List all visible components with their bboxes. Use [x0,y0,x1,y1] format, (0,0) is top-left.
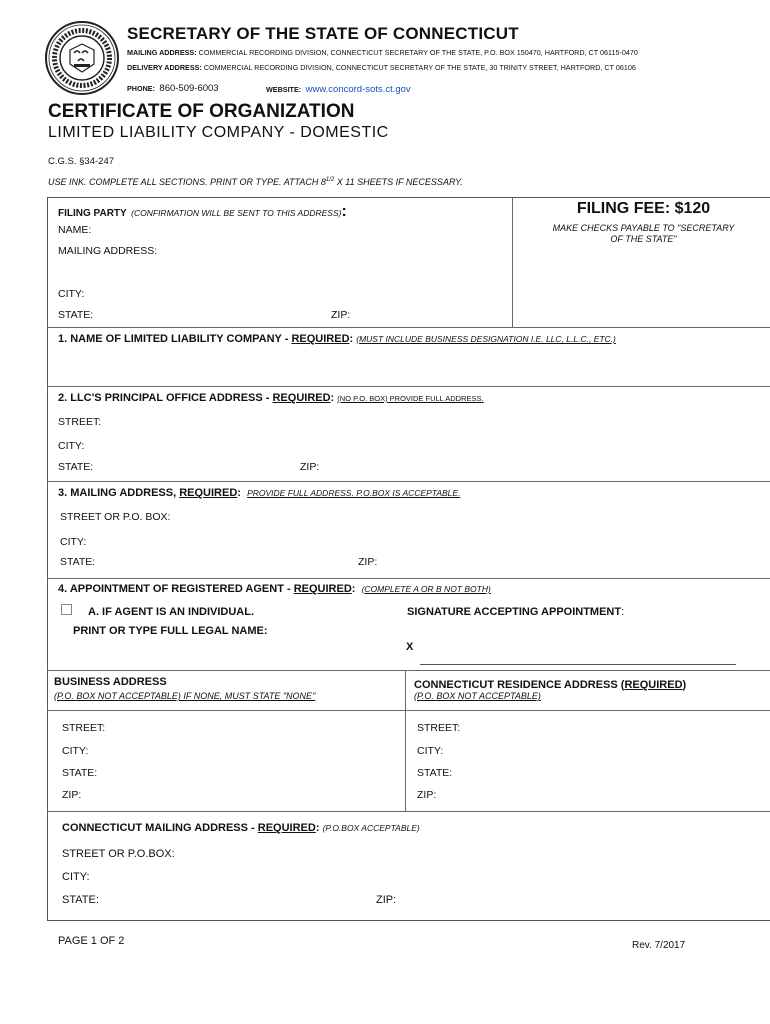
divider [47,327,770,328]
section-1-required: REQUIRED [291,333,350,345]
divider [47,481,770,482]
filing-party-label: FILING PARTY [58,208,127,219]
residence-zip-label: ZIP: [417,789,437,801]
ct-mailing-note: (P.O.BOX ACCEPTABLE) [322,823,420,833]
section-3-zip-label: ZIP: [358,556,378,568]
section-3-state-label: STATE: [60,556,96,568]
mailing-address-line [127,48,638,57]
ct-mailing-header [62,822,420,834]
signature-line[interactable] [420,664,736,665]
ct-mailing-required: REQUIRED [257,822,316,834]
signature-x-mark: X [406,641,414,653]
signature-header [407,606,624,618]
section-2-zip-label: ZIP: [300,461,320,473]
residence-address-note: (P.O. BOX NOT ACCEPTABLE) [414,691,541,701]
address-column-divider [405,670,406,811]
divider [47,811,770,812]
checks-payable-line2: OF THE STATE" [610,234,677,244]
business-zip-label: ZIP: [62,789,82,801]
filing-party-note: (CONFIRMATION WILL BE SENT TO THIS ADDRESS) [131,208,342,218]
residence-close: ) [682,679,687,691]
section-2-header [58,392,484,404]
business-address-title: BUSINESS ADDRESS [54,676,167,688]
ct-mailing-city-label: CITY: [62,871,90,883]
divider [47,670,770,671]
section-3-header [58,487,460,499]
website-line [266,79,411,97]
divider [47,710,770,711]
phone-label: PHONE: [127,84,155,93]
section-2-state-label: STATE: [58,461,94,473]
business-street-label: STREET: [62,722,106,734]
business-address-note: (P.O. BOX NOT ACCEPTABLE) IF NONE, MUST STATE "NONE" [54,691,316,701]
section-1-colon: : [349,333,354,345]
section-2-required: REQUIRED [272,392,331,404]
divider [47,578,770,579]
section-3-street-label: STREET OR P.O. BOX: [60,511,171,523]
print-name-label: PRINT OR TYPE FULL LEGAL NAME: [73,625,268,637]
section-3-city-label: CITY: [60,536,87,548]
section-3-note: PROVIDE FULL ADDRESS. P.O.BOX IS ACCEPTABLE. [247,488,461,498]
residence-required: REQUIRED [624,679,683,691]
instructions-pre: USE INK. COMPLETE ALL SECTIONS. PRINT OR TYPE. ATTACH 8 [48,177,326,187]
filing-name-label: NAME: [58,224,92,236]
phone-value: 860-509-6003 [159,83,219,94]
signature-label: SIGNATURE ACCEPTING APPOINTMENT [407,606,622,618]
residence-address-header [414,679,686,691]
website-link[interactable]: www.concord-sots.ct.gov [305,84,411,95]
option-a-label: A. IF AGENT IS AN INDIVIDUAL. [88,606,255,618]
section-3-colon: : [237,487,241,499]
filing-zip-label: ZIP: [331,309,351,321]
delivery-address-value: COMMERCIAL RECORDING DIVISION, CONNECTICUT SECRETARY OF THE STATE, 30 TRINITY STREET, HARTFORD, CT 06106 [203,63,636,72]
form-subtitle: LIMITED LIABILITY COMPANY - DOMESTIC [48,124,389,141]
instructions-post: X 11 SHEETS IF NECESSARY. [334,177,463,187]
section-2-label: 2. LLC'S PRINCIPAL OFFICE ADDRESS - [58,392,273,404]
delivery-address-line [127,63,636,72]
section-2-colon: : [330,392,335,404]
business-city-label: CITY: [62,745,89,757]
section-1-note: (MUST INCLUDE BUSINESS DESIGNATION I.E. LLC, L.L.C., ETC.) [356,334,616,344]
residence-state-label: STATE: [417,767,453,779]
phone-line [127,78,219,96]
instructions-sup: 1/2 [325,177,335,183]
filing-party-header [58,203,347,221]
ct-mailing-zip-label: ZIP: [376,894,397,906]
agency-title: SECRETARY OF THE STATE OF CONNECTICUT [127,24,519,43]
mailing-address-value: COMMERCIAL RECORDING DIVISION, CONNECTICUT SECRETARY OF THE STATE, P.O. BOX 150470, HARTFORD, CT 06115-0470 [198,48,638,57]
agent-individual-checkbox[interactable] [61,604,72,615]
section-1-header [58,333,616,345]
section-4-note: (COMPLETE A OR B NOT BOTH) [361,584,491,594]
section-2-city-label: CITY: [58,440,85,452]
form-outer-border [47,197,770,921]
ct-mailing-colon: : [315,822,320,834]
residence-address-title: CONNECTICUT RESIDENCE ADDRESS ( [414,679,625,691]
ct-mailing-street-label: STREET OR P.O.BOX: [62,848,175,860]
business-state-label: STATE: [62,767,98,779]
signature-colon: : [621,606,625,618]
page-number: PAGE 1 OF 2 [58,935,125,947]
ct-mailing-state-label: STATE: [62,894,99,906]
section-2-note: (NO P.O. BOX) PROVIDE FULL ADDRESS. [337,394,484,403]
section-4-required: REQUIRED [293,583,352,595]
filing-fee: FILING FEE: $120 [576,200,711,217]
section-4-label: 4. APPOINTMENT OF REGISTERED AGENT - [58,583,294,595]
residence-street-label: STREET: [417,722,461,734]
section-4-colon: : [351,583,356,595]
section-1-label: 1. NAME OF LIMITED LIABILITY COMPANY - [58,333,292,345]
filing-city-label: CITY: [58,288,85,300]
instructions [48,177,463,187]
divider [47,386,770,387]
ct-mailing-title: CONNECTICUT MAILING ADDRESS - [62,822,258,834]
delivery-address-label: DELIVERY ADDRESS: [127,63,202,72]
section-2-street-label: STREET: [58,416,102,428]
residence-city-label: CITY: [417,745,444,757]
revision-date: Rev. 7/2017 [632,940,686,951]
mailing-address-label: MAILING ADDRESS: [127,48,197,57]
filing-state-label: STATE: [58,309,94,321]
section-3-label: 3. MAILING ADDRESS, [58,487,180,499]
statute-reference: C.G.S. §34-247 [48,156,115,167]
website-label: WEBSITE: [266,85,302,94]
filing-party-colon: : [341,203,347,220]
state-seal-logo [44,20,120,96]
section-3-required: REQUIRED [179,487,238,499]
form-title: CERTIFICATE OF ORGANIZATION [48,101,355,122]
filing-mailing-label: MAILING ADDRESS: [58,245,158,257]
section-4-header [58,583,491,595]
checks-payable-line1: MAKE CHECKS PAYABLE TO "SECRETARY [552,223,735,233]
